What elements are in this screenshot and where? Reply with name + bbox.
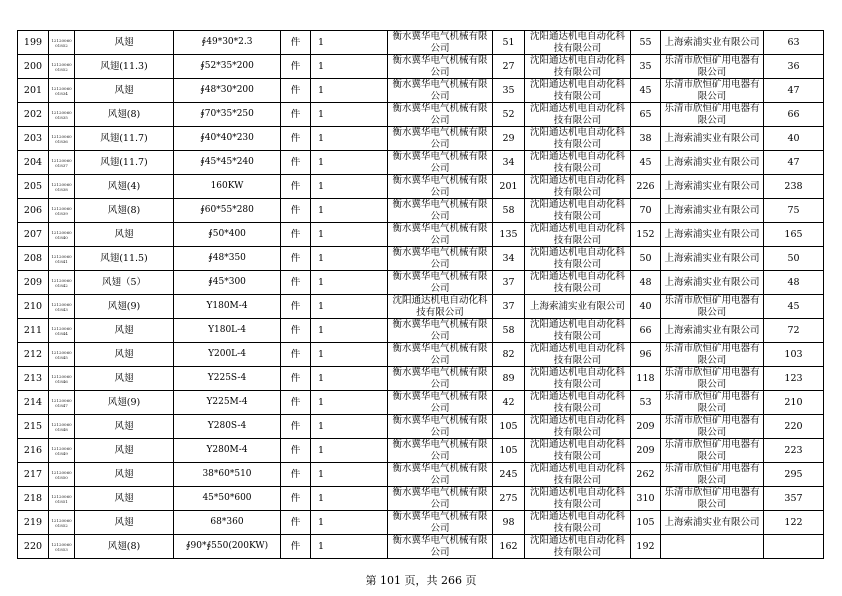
item-spec: 45*50*600 [174, 487, 281, 511]
supplier-2-price: 53 [631, 391, 661, 415]
quantity: 1 [311, 319, 388, 343]
material-code: 12120060 01851 [49, 487, 75, 511]
supplier-1-price: 245 [493, 463, 525, 487]
item-spec: ∮45*300 [174, 271, 281, 295]
table-row [18, 247, 824, 271]
material-code: 12120060 01845 [49, 343, 75, 367]
supplier-2-name: 沈阳通达机电自动化科技有限公司 [525, 103, 631, 127]
material-code: 12120060 01853 [49, 535, 75, 559]
table-row [18, 223, 824, 247]
supplier-2-price: 209 [631, 415, 661, 439]
item-name: 风翅 [75, 415, 174, 439]
item-name: 风翅(11.7) [75, 127, 174, 151]
item-spec: Y225M-4 [174, 391, 281, 415]
unit: 件 [281, 55, 311, 79]
unit: 件 [281, 415, 311, 439]
supplier-3-name: 乐清市欣恒矿用电器有限公司 [661, 463, 764, 487]
supplier-2-price: 65 [631, 103, 661, 127]
supplier-1-price: 58 [493, 199, 525, 223]
supplier-1-price: 35 [493, 79, 525, 103]
material-code: 12120060 01842 [49, 271, 75, 295]
item-name: 风翅（5） [75, 271, 174, 295]
unit: 件 [281, 151, 311, 175]
supplier-2-price: 66 [631, 319, 661, 343]
item-name: 风翅(4) [75, 175, 174, 199]
supplier-3-price: 48 [764, 271, 824, 295]
supplier-3-price: 123 [764, 367, 824, 391]
row-number: 208 [18, 247, 49, 271]
supplier-2-price: 118 [631, 367, 661, 391]
table-row [18, 343, 824, 367]
supplier-3-name: 乐清市欣恒矿用电器有限公司 [661, 343, 764, 367]
supplier-3-price: 103 [764, 343, 824, 367]
item-spec: Y280M-4 [174, 439, 281, 463]
supplier-1-name: 衡水冀华电气机械有限公司 [388, 535, 493, 559]
supplier-1-price: 135 [493, 223, 525, 247]
row-number: 207 [18, 223, 49, 247]
row-number: 205 [18, 175, 49, 199]
table-row [18, 391, 824, 415]
supplier-2-price: 192 [631, 535, 661, 559]
item-spec: Y200L-4 [174, 343, 281, 367]
quantity: 1 [311, 223, 388, 247]
supplier-1-name: 衡水冀华电气机械有限公司 [388, 271, 493, 295]
item-name: 风翅 [75, 487, 174, 511]
material-code: 12120060 01843 [49, 295, 75, 319]
item-spec: ∮50*400 [174, 223, 281, 247]
quantity: 1 [311, 55, 388, 79]
supplier-2-name: 沈阳通达机电自动化科技有限公司 [525, 175, 631, 199]
supplier-3-name: 乐清市欣恒矿用电器有限公司 [661, 55, 764, 79]
unit: 件 [281, 31, 311, 55]
unit: 件 [281, 367, 311, 391]
item-name: 风翅(11.7) [75, 151, 174, 175]
supplier-1-name: 衡水冀华电气机械有限公司 [388, 127, 493, 151]
unit: 件 [281, 271, 311, 295]
table-row [18, 79, 824, 103]
row-number: 204 [18, 151, 49, 175]
supplier-1-price: 105 [493, 415, 525, 439]
table-row [18, 319, 824, 343]
row-number: 213 [18, 367, 49, 391]
unit: 件 [281, 319, 311, 343]
supplier-2-name: 上海索浦实业有限公司 [525, 295, 631, 319]
material-code: 12120060 01834 [49, 79, 75, 103]
material-code: 12120060 01852 [49, 511, 75, 535]
supplier-2-name: 沈阳通达机电自动化科技有限公司 [525, 319, 631, 343]
supplier-3-price: 210 [764, 391, 824, 415]
quantity: 1 [311, 103, 388, 127]
supplier-3-price: 63 [764, 31, 824, 55]
unit: 件 [281, 103, 311, 127]
unit: 件 [281, 295, 311, 319]
material-code: 12120060 01850 [49, 463, 75, 487]
material-code: 12120060 01841 [49, 247, 75, 271]
supplier-1-name: 衡水冀华电气机械有限公司 [388, 511, 493, 535]
supplier-2-price: 152 [631, 223, 661, 247]
supplier-1-name: 衡水冀华电气机械有限公司 [388, 175, 493, 199]
row-number: 215 [18, 415, 49, 439]
supplier-1-name: 衡水冀华电气机械有限公司 [388, 223, 493, 247]
supplier-2-name: 沈阳通达机电自动化科技有限公司 [525, 151, 631, 175]
material-code: 12120060 01840 [49, 223, 75, 247]
table-row [18, 271, 824, 295]
supplier-3-name: 上海索浦实业有限公司 [661, 175, 764, 199]
supplier-2-name: 沈阳通达机电自动化科技有限公司 [525, 199, 631, 223]
supplier-3-price: 66 [764, 103, 824, 127]
item-spec: ∮90*∮550(200KW) [174, 535, 281, 559]
supplier-1-name: 衡水冀华电气机械有限公司 [388, 79, 493, 103]
table-row [18, 199, 824, 223]
item-name: 风翅(9) [75, 295, 174, 319]
unit: 件 [281, 391, 311, 415]
quantity: 1 [311, 79, 388, 103]
row-number: 200 [18, 55, 49, 79]
unit: 件 [281, 247, 311, 271]
supplier-1-price: 105 [493, 439, 525, 463]
material-code: 12120060 01847 [49, 391, 75, 415]
supplier-1-price: 34 [493, 247, 525, 271]
supplier-2-name: 沈阳通达机电自动化科技有限公司 [525, 463, 631, 487]
supplier-2-name: 沈阳通达机电自动化科技有限公司 [525, 343, 631, 367]
supplier-2-name: 沈阳通达机电自动化科技有限公司 [525, 511, 631, 535]
table-row [18, 175, 824, 199]
row-number: 206 [18, 199, 49, 223]
quantity: 1 [311, 31, 388, 55]
supplier-1-price: 52 [493, 103, 525, 127]
supplier-1-price: 42 [493, 391, 525, 415]
supplier-3-name: 乐清市欣恒矿用电器有限公司 [661, 487, 764, 511]
supplier-1-name: 衡水冀华电气机械有限公司 [388, 55, 493, 79]
supplier-1-name: 衡水冀华电气机械有限公司 [388, 343, 493, 367]
item-spec: 38*60*510 [174, 463, 281, 487]
supplier-2-name: 沈阳通达机电自动化科技有限公司 [525, 79, 631, 103]
quantity: 1 [311, 367, 388, 391]
quantity: 1 [311, 487, 388, 511]
item-name: 风翅(8) [75, 199, 174, 223]
unit: 件 [281, 511, 311, 535]
unit: 件 [281, 463, 311, 487]
supplier-3-price: 357 [764, 487, 824, 511]
quantity: 1 [311, 511, 388, 535]
item-spec: Y280S-4 [174, 415, 281, 439]
material-code: 12120060 01838 [49, 175, 75, 199]
table-row [18, 127, 824, 151]
supplier-1-price: 58 [493, 319, 525, 343]
material-code: 12120060 01839 [49, 199, 75, 223]
item-spec: ∮60*55*280 [174, 199, 281, 223]
item-name: 风翅 [75, 463, 174, 487]
supplier-3-price: 295 [764, 463, 824, 487]
unit: 件 [281, 535, 311, 559]
supplier-1-name: 衡水冀华电气机械有限公司 [388, 199, 493, 223]
supplier-3-price: 75 [764, 199, 824, 223]
supplier-3-name [661, 535, 764, 559]
supplier-3-name: 乐清市欣恒矿用电器有限公司 [661, 103, 764, 127]
supplier-2-price: 45 [631, 151, 661, 175]
material-code: 12120060 01835 [49, 103, 75, 127]
supplier-2-name: 沈阳通达机电自动化科技有限公司 [525, 415, 631, 439]
supplier-2-name: 沈阳通达机电自动化科技有限公司 [525, 271, 631, 295]
unit: 件 [281, 343, 311, 367]
row-number: 210 [18, 295, 49, 319]
quantity: 1 [311, 343, 388, 367]
table-row [18, 535, 824, 559]
row-number: 201 [18, 79, 49, 103]
unit: 件 [281, 487, 311, 511]
supplier-3-price: 122 [764, 511, 824, 535]
unit: 件 [281, 439, 311, 463]
row-number: 219 [18, 511, 49, 535]
item-name: 风翅 [75, 223, 174, 247]
supplier-1-price: 29 [493, 127, 525, 151]
table-row [18, 367, 824, 391]
supplier-3-price: 72 [764, 319, 824, 343]
quantity: 1 [311, 391, 388, 415]
item-name: 风翅(11.5) [75, 247, 174, 271]
supplier-3-price: 165 [764, 223, 824, 247]
table-row [18, 463, 824, 487]
supplier-3-name: 乐清市欣恒矿用电器有限公司 [661, 415, 764, 439]
supplier-1-name: 衡水冀华电气机械有限公司 [388, 487, 493, 511]
material-code: 12120060 01837 [49, 151, 75, 175]
material-code: 12120060 01849 [49, 439, 75, 463]
supplier-3-price: 36 [764, 55, 824, 79]
item-spec: Y225S-4 [174, 367, 281, 391]
unit: 件 [281, 175, 311, 199]
supplier-2-price: 35 [631, 55, 661, 79]
row-number: 199 [18, 31, 49, 55]
supplier-1-name: 衡水冀华电气机械有限公司 [388, 391, 493, 415]
item-name: 风翅(11.3) [75, 55, 174, 79]
item-name: 风翅(9) [75, 391, 174, 415]
unit: 件 [281, 127, 311, 151]
item-name: 风翅(8) [75, 535, 174, 559]
row-number: 211 [18, 319, 49, 343]
supplier-1-name: 衡水冀华电气机械有限公司 [388, 31, 493, 55]
unit: 件 [281, 79, 311, 103]
supplier-3-name: 上海索浦实业有限公司 [661, 31, 764, 55]
supplier-3-name: 上海索浦实业有限公司 [661, 511, 764, 535]
supplier-1-name: 沈阳通达机电自动化科技有限公司 [388, 295, 493, 319]
supplier-1-name: 衡水冀华电气机械有限公司 [388, 415, 493, 439]
supplier-1-price: 82 [493, 343, 525, 367]
supplier-1-name: 衡水冀华电气机械有限公司 [388, 367, 493, 391]
material-code: 12120060 01852 [49, 55, 75, 79]
row-number: 209 [18, 271, 49, 295]
supplier-2-price: 70 [631, 199, 661, 223]
supplier-1-name: 衡水冀华电气机械有限公司 [388, 439, 493, 463]
supplier-3-price: 223 [764, 439, 824, 463]
supplier-1-price: 201 [493, 175, 525, 199]
supplier-1-price: 34 [493, 151, 525, 175]
supplier-3-name: 上海索浦实业有限公司 [661, 223, 764, 247]
material-code: 12120060 01848 [49, 415, 75, 439]
row-number: 216 [18, 439, 49, 463]
supplier-3-price [764, 535, 824, 559]
row-number: 220 [18, 535, 49, 559]
quantity: 1 [311, 247, 388, 271]
supplier-2-price: 45 [631, 79, 661, 103]
supplier-3-price: 47 [764, 79, 824, 103]
table-row [18, 295, 824, 319]
item-spec: ∮70*35*250 [174, 103, 281, 127]
item-spec: ∮48*30*200 [174, 79, 281, 103]
quantity: 1 [311, 151, 388, 175]
supplier-1-name: 衡水冀华电气机械有限公司 [388, 103, 493, 127]
quantity: 1 [311, 127, 388, 151]
supplier-2-price: 310 [631, 487, 661, 511]
supplier-3-name: 乐清市欣恒矿用电器有限公司 [661, 295, 764, 319]
quantity: 1 [311, 295, 388, 319]
quantity: 1 [311, 535, 388, 559]
supplier-2-name: 沈阳通达机电自动化科技有限公司 [525, 127, 631, 151]
supplier-1-price: 98 [493, 511, 525, 535]
item-spec: ∮52*35*200 [174, 55, 281, 79]
supplier-2-name: 沈阳通达机电自动化科技有限公司 [525, 55, 631, 79]
supplier-1-price: 27 [493, 55, 525, 79]
item-name: 风翅 [75, 319, 174, 343]
item-spec: ∮49*30*2.3 [174, 31, 281, 55]
unit: 件 [281, 223, 311, 247]
item-spec: Y180M-4 [174, 295, 281, 319]
table-row [18, 31, 824, 55]
supplier-1-name: 衡水冀华电气机械有限公司 [388, 463, 493, 487]
item-name: 风翅 [75, 79, 174, 103]
quantity: 1 [311, 439, 388, 463]
price-comparison-table [17, 30, 824, 559]
table-row [18, 511, 824, 535]
supplier-3-name: 上海索浦实业有限公司 [661, 127, 764, 151]
supplier-3-name: 上海索浦实业有限公司 [661, 151, 764, 175]
supplier-1-price: 275 [493, 487, 525, 511]
supplier-3-name: 乐清市欣恒矿用电器有限公司 [661, 79, 764, 103]
supplier-3-name: 上海索浦实业有限公司 [661, 319, 764, 343]
supplier-2-name: 沈阳通达机电自动化科技有限公司 [525, 535, 631, 559]
supplier-1-name: 衡水冀华电气机械有限公司 [388, 247, 493, 271]
material-code: 12120060 01846 [49, 367, 75, 391]
quantity: 1 [311, 415, 388, 439]
table-row [18, 103, 824, 127]
supplier-2-name: 沈阳通达机电自动化科技有限公司 [525, 439, 631, 463]
table-row [18, 439, 824, 463]
supplier-3-price: 238 [764, 175, 824, 199]
item-name: 风翅 [75, 367, 174, 391]
item-name: 风翅(8) [75, 103, 174, 127]
supplier-2-price: 40 [631, 295, 661, 319]
supplier-2-price: 105 [631, 511, 661, 535]
item-spec: ∮40*40*230 [174, 127, 281, 151]
table-row [18, 151, 824, 175]
supplier-2-price: 48 [631, 271, 661, 295]
supplier-2-name: 沈阳通达机电自动化科技有限公司 [525, 487, 631, 511]
supplier-3-name: 乐清市欣恒矿用电器有限公司 [661, 439, 764, 463]
supplier-1-price: 51 [493, 31, 525, 55]
supplier-1-name: 衡水冀华电气机械有限公司 [388, 151, 493, 175]
row-number: 203 [18, 127, 49, 151]
supplier-2-price: 38 [631, 127, 661, 151]
row-number: 212 [18, 343, 49, 367]
page-number: 第 101 页，共 266 页 [365, 574, 477, 587]
item-name: 风翅 [75, 439, 174, 463]
item-spec: Y180L-4 [174, 319, 281, 343]
supplier-3-name: 上海索浦实业有限公司 [661, 247, 764, 271]
supplier-2-name: 沈阳通达机电自动化科技有限公司 [525, 367, 631, 391]
material-code: 12120060 01852 [49, 31, 75, 55]
item-name: 风翅 [75, 31, 174, 55]
supplier-3-name: 乐清市欣恒矿用电器有限公司 [661, 367, 764, 391]
row-number: 202 [18, 103, 49, 127]
supplier-3-price: 220 [764, 415, 824, 439]
supplier-2-price: 55 [631, 31, 661, 55]
supplier-1-price: 89 [493, 367, 525, 391]
item-spec: ∮48*350 [174, 247, 281, 271]
supplier-2-name: 沈阳通达机电自动化科技有限公司 [525, 247, 631, 271]
supplier-2-price: 209 [631, 439, 661, 463]
supplier-2-price: 50 [631, 247, 661, 271]
supplier-2-price: 96 [631, 343, 661, 367]
quantity: 1 [311, 199, 388, 223]
quantity: 1 [311, 463, 388, 487]
item-name: 风翅 [75, 511, 174, 535]
supplier-1-price: 37 [493, 271, 525, 295]
item-spec: ∮45*45*240 [174, 151, 281, 175]
row-number: 218 [18, 487, 49, 511]
table-row [18, 487, 824, 511]
supplier-1-name: 衡水冀华电气机械有限公司 [388, 319, 493, 343]
supplier-3-name: 上海索浦实业有限公司 [661, 199, 764, 223]
item-spec: 160KW [174, 175, 281, 199]
supplier-3-price: 40 [764, 127, 824, 151]
item-name: 风翅 [75, 343, 174, 367]
supplier-2-price: 226 [631, 175, 661, 199]
supplier-3-price: 47 [764, 151, 824, 175]
table-row [18, 55, 824, 79]
supplier-3-price: 45 [764, 295, 824, 319]
supplier-3-price: 50 [764, 247, 824, 271]
unit: 件 [281, 199, 311, 223]
quantity: 1 [311, 271, 388, 295]
supplier-2-name: 沈阳通达机电自动化科技有限公司 [525, 31, 631, 55]
supplier-2-name: 沈阳通达机电自动化科技有限公司 [525, 391, 631, 415]
material-code: 12120060 01844 [49, 319, 75, 343]
supplier-1-price: 37 [493, 295, 525, 319]
table-row [18, 415, 824, 439]
supplier-1-price: 162 [493, 535, 525, 559]
supplier-2-price: 262 [631, 463, 661, 487]
item-spec: 68*360 [174, 511, 281, 535]
supplier-3-name: 乐清市欣恒矿用电器有限公司 [661, 391, 764, 415]
quantity: 1 [311, 175, 388, 199]
supplier-2-name: 沈阳通达机电自动化科技有限公司 [525, 223, 631, 247]
row-number: 214 [18, 391, 49, 415]
row-number: 217 [18, 463, 49, 487]
supplier-3-name: 上海索浦实业有限公司 [661, 271, 764, 295]
material-code: 12120060 01836 [49, 127, 75, 151]
